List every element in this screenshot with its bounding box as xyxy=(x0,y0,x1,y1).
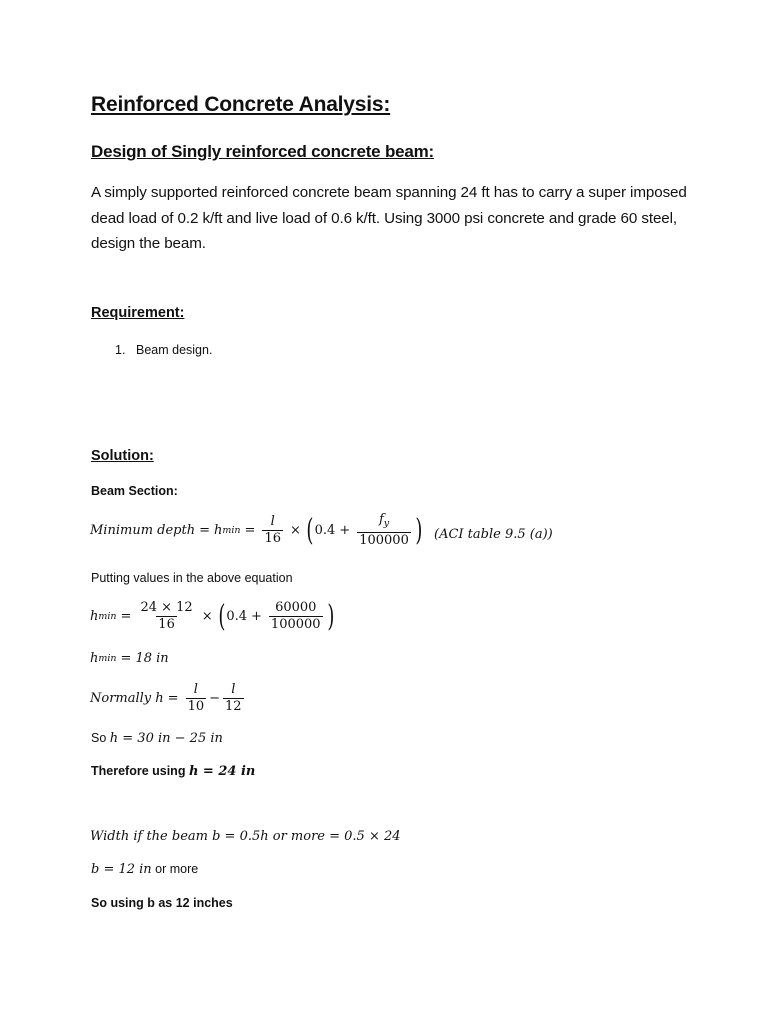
normally-lhs: Normally h xyxy=(90,691,164,706)
l-over-16-fraction xyxy=(262,514,283,547)
so-prefix: So xyxy=(91,731,107,745)
fraction-numerator: l xyxy=(193,682,198,697)
min-subscript: min xyxy=(222,525,241,536)
fy-subscript: y xyxy=(383,518,390,529)
min-depth-equation: Minimum depth = h min = $\frac{l}{16}$ × ( 0.4 + $\frac{f_y}{100000}$ ) xyxy=(90,512,423,548)
fraction-denominator: 10 xyxy=(187,699,205,714)
fraction-denominator: 12 xyxy=(225,699,242,714)
putting-values-text: Putting values in the above equation xyxy=(91,571,293,585)
fy-symbol: f xyxy=(378,512,384,527)
b-math: b = 12 in xyxy=(91,862,152,877)
aci-reference xyxy=(434,527,553,542)
so-h-line xyxy=(91,731,223,746)
fraction-numerator: l xyxy=(231,682,236,697)
fraction-numerator: l xyxy=(270,514,275,529)
l-over-10-fraction xyxy=(186,682,207,715)
b-suffix: or more xyxy=(155,862,199,876)
fraction-denominator: 16 xyxy=(264,531,281,546)
list-item xyxy=(115,343,212,357)
fy-fraction xyxy=(357,512,411,549)
fy-values-fraction xyxy=(269,600,323,633)
b-result-line xyxy=(91,862,198,877)
page-title: Reinforced Concrete Analysis: xyxy=(91,93,391,116)
values-equation: h min = $\frac{24 \times 12}{16}$ × ( 0.4 + $\frac{60000}{100000}$ ) xyxy=(90,598,334,634)
so-using-b-text: So using b as 12 inches xyxy=(91,896,233,910)
fraction-denominator: 100000 xyxy=(270,617,321,632)
fraction-denominator: 16 xyxy=(158,617,175,632)
width-equation xyxy=(90,829,401,844)
requirement-list xyxy=(115,343,212,357)
list-item-number: 1. xyxy=(115,343,126,357)
list-item-text: Beam design. xyxy=(136,343,213,357)
fraction-numerator: 24 × 12 xyxy=(140,600,193,615)
problem-statement: A simply supported reinforced concrete beam spanning 24 ft has to carry a super imposed dead load of 0.2 k/ft and live load of 0.6 k/ft. Using 3000 psi concrete and grade 60 steel, design the beam. xyxy=(91,184,687,252)
section-subtitle: Design of Singly reinforced concrete beam: xyxy=(91,142,435,161)
hmin-result: h min = 18 in xyxy=(90,651,169,666)
hmin-value: 18 in xyxy=(135,651,169,666)
fraction-denominator: 100000 xyxy=(359,533,409,548)
constant-value: 0.4 xyxy=(314,523,336,538)
therefore-prefix: Therefore using xyxy=(91,764,186,778)
constant-value: 0.4 xyxy=(226,609,248,624)
eq-lhs-text: Minimum depth xyxy=(90,523,196,538)
l-over-12-fraction xyxy=(223,682,244,715)
so-h-math: h = 30 in − 25 in xyxy=(109,731,223,746)
width-equation-text: Width if the beam b = 0.5h or more = 0.5 × 24 xyxy=(90,829,401,844)
normally-equation: Normally h = $\frac{l}{10}$ − $\frac{l}{12}$ xyxy=(90,682,242,714)
requirement-heading: Requirement: xyxy=(91,305,185,321)
span-fraction xyxy=(138,600,194,633)
h-symbol: h xyxy=(214,523,223,538)
therefore-line xyxy=(91,764,255,779)
reference-text: (ACI table 9.5 (a)) xyxy=(434,527,553,542)
therefore-math: h = 24 in xyxy=(188,764,256,779)
fraction-numerator: 60000 xyxy=(275,600,317,615)
beam-section-label: Beam Section: xyxy=(91,484,178,498)
solution-heading: Solution: xyxy=(91,448,154,464)
